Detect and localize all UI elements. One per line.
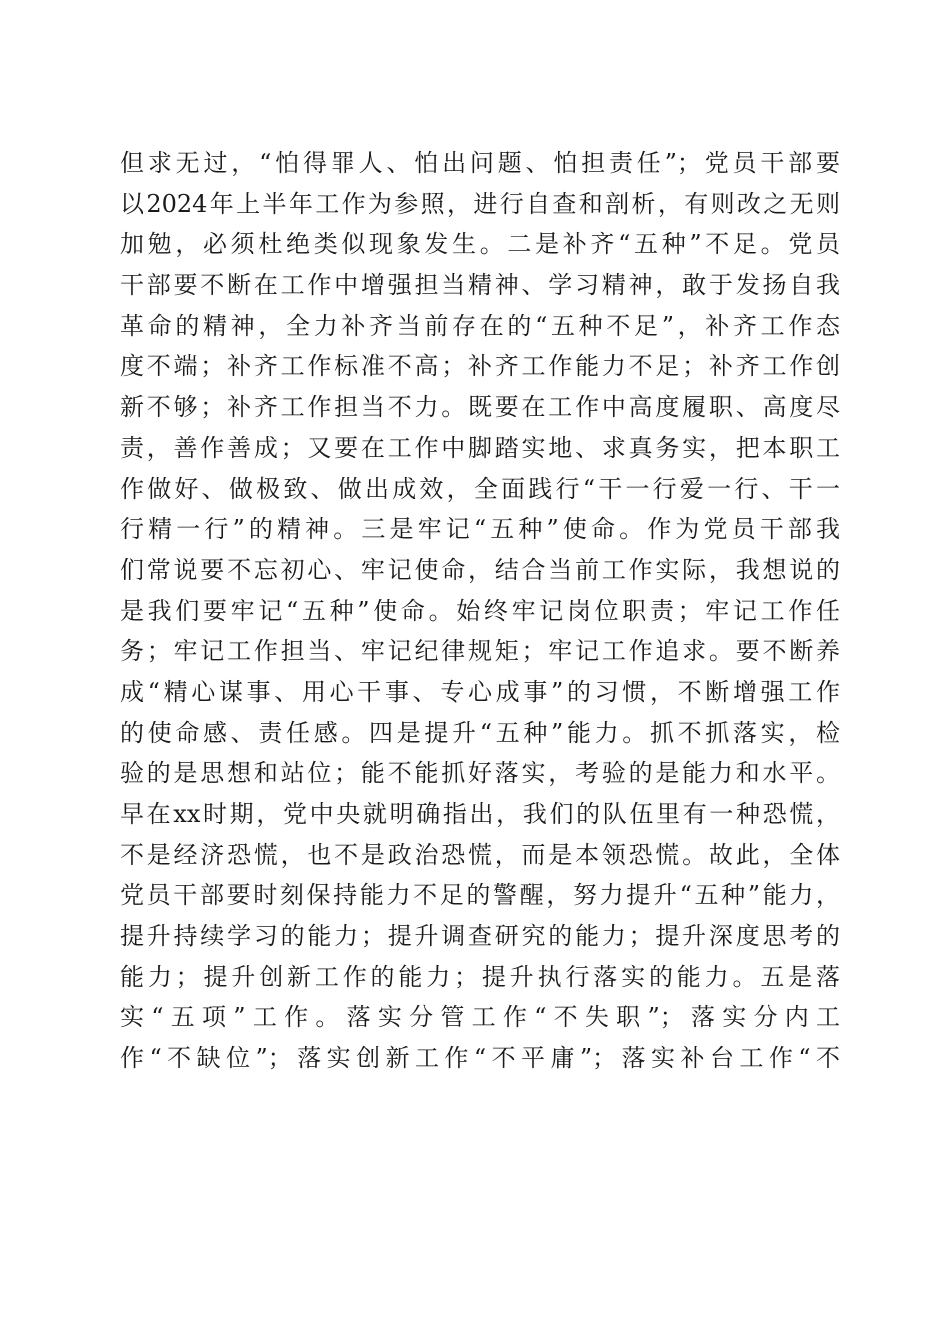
text-line: 新不够；补齐工作担当不力。既要在工作中高度履职、高度尽 (120, 393, 840, 422)
text-line: 是我们要牢记“五种”使命。始终牢记岗位职责；牢记工作任 (120, 596, 840, 625)
text-line: 实“五项”工作。落实分管工作“不失职”；落实分内工 (120, 1003, 840, 1032)
text-line: 但求无过，“怕得罪人、怕出问题、怕担责任”；党员干部要 (120, 149, 840, 177)
text-line: 干部要不断在工作中增强担当精神、学习精神，敢于发扬自我 (120, 271, 840, 300)
body-paragraph (120, 143, 840, 1079)
text-line: 以2024年上半年工作为参照，进行自查和剖析，有则改之无则 (120, 189, 840, 218)
text-line: 的使命感、责任感。四是提升“五种”能力。抓不抓落实，检 (120, 718, 840, 747)
text-line: 党员干部要时刻保持能力不足的警醒，努力提升“五种”能力， (120, 881, 840, 910)
text-line: 成“精心谋事、用心干事、专心成事”的习惯，不断增强工作 (120, 677, 840, 706)
text-line: 不是经济恐慌，也不是政治恐慌，而是本领恐慌。故此，全体 (120, 840, 840, 869)
text-line: 早在xx时期，党中央就明确指出，我们的队伍里有一种恐慌， (120, 800, 840, 828)
text-line: 革命的精神，全力补齐当前存在的“五种不足”，补齐工作态 (120, 311, 840, 340)
text-line: 作“不缺位”；落实创新工作“不平庸”；落实补台工作“不 (120, 1044, 840, 1073)
text-line: 们常说要不忘初心、牢记使命，结合当前工作实际，我想说的 (120, 555, 840, 584)
text-line: 务；牢记工作担当、牢记纪律规矩；牢记工作追求。要不断养 (120, 637, 840, 666)
text-line: 行精一行”的精神。三是牢记“五种”使命。作为党员干部我 (120, 515, 840, 544)
text-line: 度不端；补齐工作标准不高；补齐工作能力不足；补齐工作创 (120, 352, 840, 381)
text-line: 验的是思想和站位；能不能抓好落实，考验的是能力和水平。 (120, 759, 840, 788)
text-line: 提升持续学习的能力；提升调查研究的能力；提升深度思考的 (120, 922, 840, 951)
text-line: 责，善作善成；又要在工作中脚踏实地、求真务实，把本职工 (120, 433, 840, 462)
text-line: 作做好、做极致、做出成效，全面践行“干一行爱一行、干一 (120, 474, 840, 503)
text-line: 加勉，必须杜绝类似现象发生。二是补齐“五种”不足。党员 (120, 230, 840, 259)
text-line: 能力；提升创新工作的能力；提升执行落实的能力。五是落 (120, 962, 840, 991)
